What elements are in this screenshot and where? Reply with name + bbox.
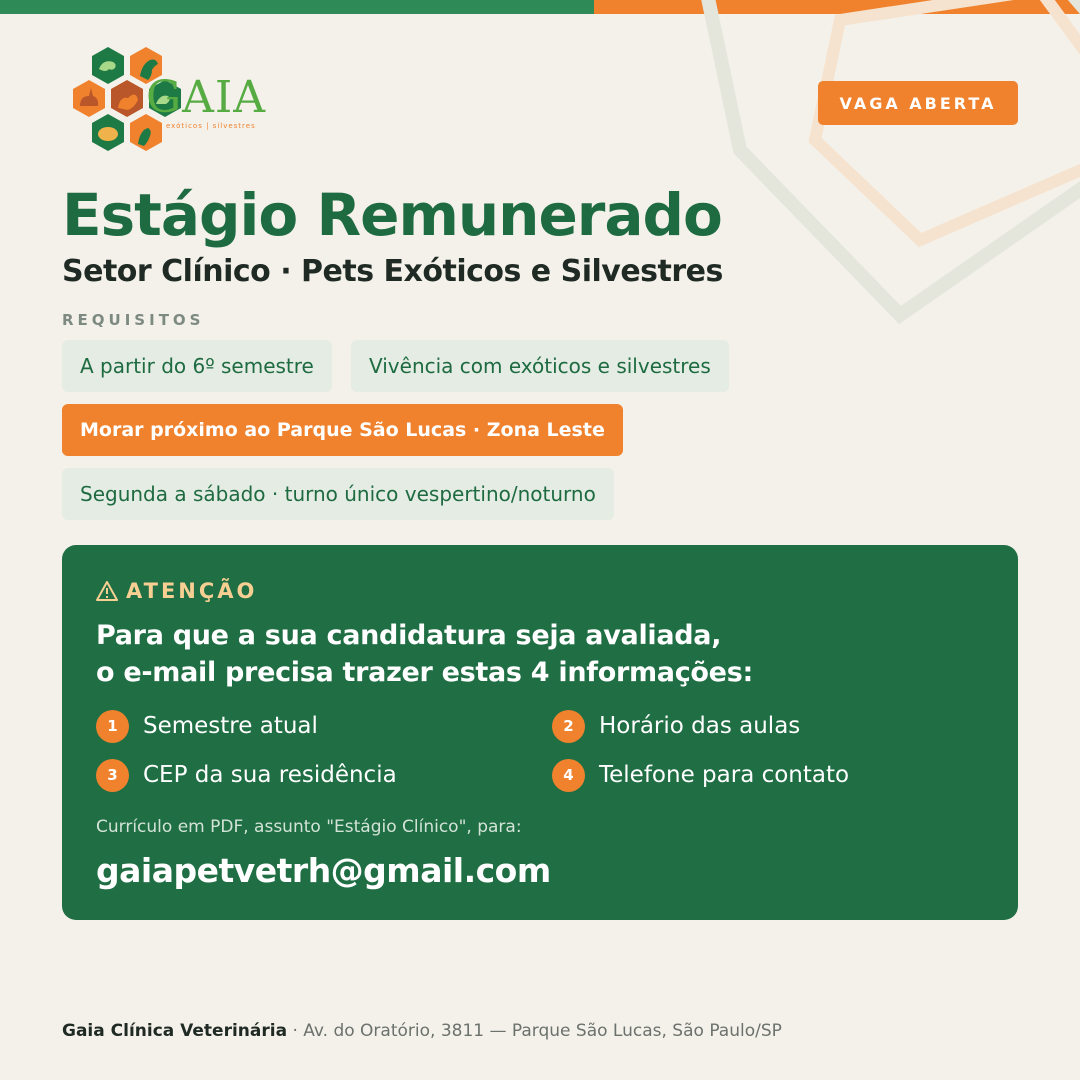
top-bar-green — [0, 0, 594, 14]
info-item-2 — [552, 709, 800, 743]
footer-clinic-name: Gaia Clínica Veterinária — [62, 1021, 288, 1041]
top-bar-orange — [594, 0, 1080, 14]
attention-headline-line-2: o e-mail precisa trazer estas 4 informações: — [96, 657, 753, 688]
open-position-badge: VAGA ABERTA — [818, 81, 1018, 125]
info-item-text: Semestre atual — [143, 713, 318, 739]
requirement-chip-location: Morar próximo ao Parque São Lucas · Zona Leste — [62, 404, 623, 456]
top-color-bar — [0, 0, 1080, 14]
info-number-badge: 1 — [96, 710, 129, 743]
contact-email-link[interactable]: gaiapetvetrh@gmail.com — [96, 851, 551, 890]
requirements-label: REQUISITOS — [62, 311, 205, 329]
warning-icon — [96, 581, 118, 601]
attention-headline — [96, 617, 976, 691]
attention-label: ATENÇÃO — [126, 579, 258, 603]
requirement-chip-schedule: Segunda a sábado · turno único vespertino/noturno — [62, 468, 614, 520]
page-title: Estágio Remunerado — [62, 181, 722, 249]
info-item-text: CEP da sua residência — [143, 762, 397, 788]
requirement-chip-semester: A partir do 6º semestre — [62, 340, 332, 392]
info-number-badge: 2 — [552, 710, 585, 743]
page-subtitle: Setor Clínico · Pets Exóticos e Silvestres — [62, 254, 723, 289]
info-number-badge: 3 — [96, 759, 129, 792]
attention-panel — [62, 545, 1018, 920]
info-item-3 — [96, 758, 397, 792]
footer — [62, 1021, 782, 1041]
logo-wordmark: GAIA — [146, 72, 267, 123]
requirement-chip-experience: Vivência com exóticos e silvestres — [351, 340, 729, 392]
turtle-icon — [98, 127, 118, 141]
cv-instructions: Currículo em PDF, assunto "Estágio Clínico", para: — [96, 817, 522, 837]
info-item-1 — [96, 709, 318, 743]
info-item-4 — [552, 758, 849, 792]
attention-heading — [96, 579, 257, 603]
attention-headline-line-1: Para que a sua candidatura seja avaliada, — [96, 620, 722, 651]
logo-tagline: exóticos | silvestres — [166, 122, 256, 130]
info-item-text: Horário das aulas — [599, 713, 801, 739]
info-item-text: Telefone para contato — [599, 762, 850, 788]
info-number-badge: 4 — [552, 759, 585, 792]
footer-address: · Av. do Oratório, 3811 — Parque São Lucas, São Paulo/SP — [287, 1021, 782, 1041]
